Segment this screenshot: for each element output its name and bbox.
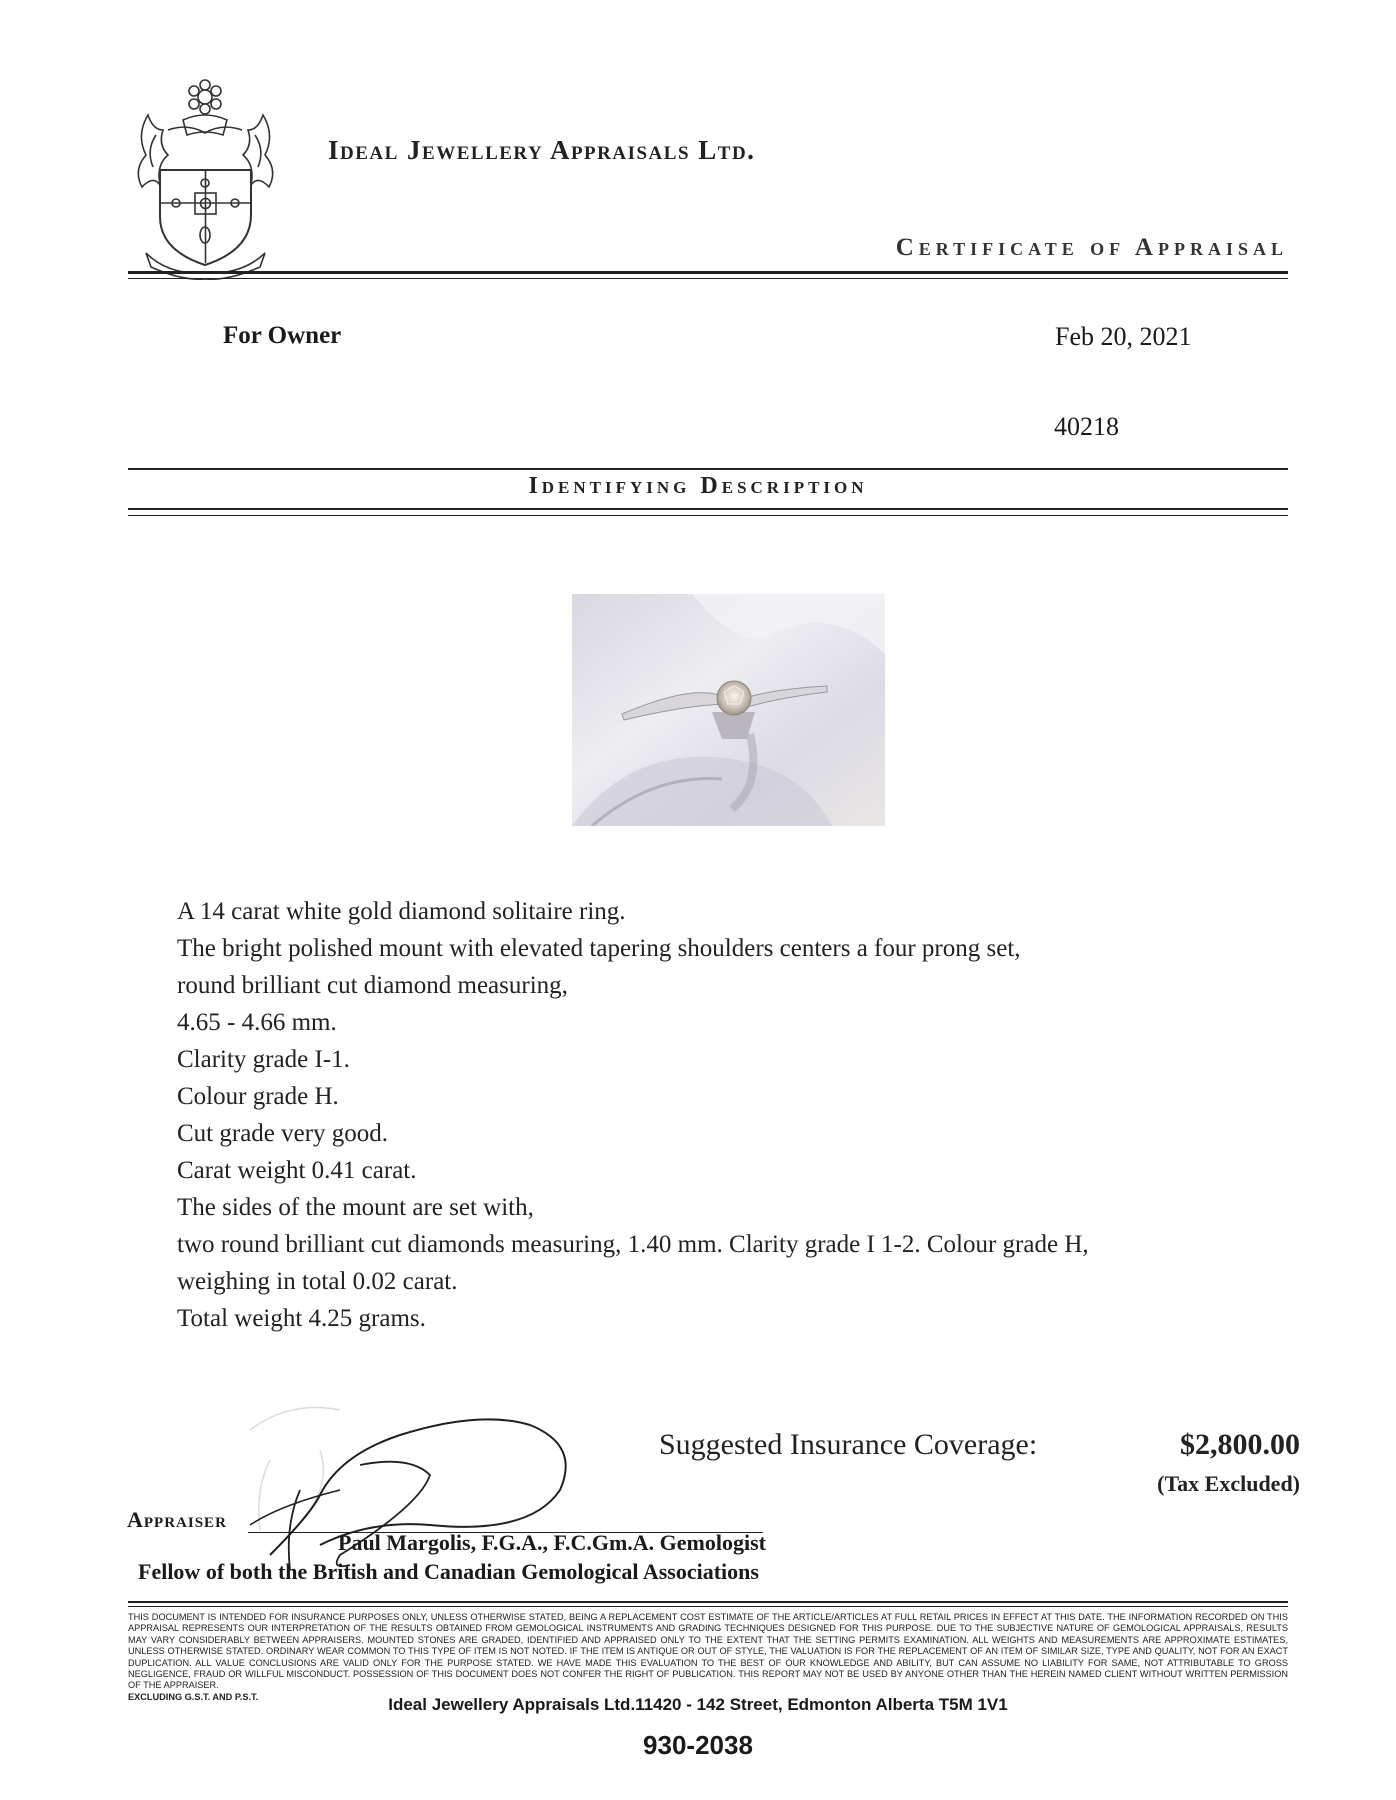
disclaimer-text: THIS DOCUMENT IS INTENDED FOR INSURANCE PURPOSES ONLY, UNLESS OTHERWISE STATED, BEING A REPLACEMENT COST ESTIMATE OF THE ARTICLE/ARTICLES AT FULL RETAIL PRICES IN EFFECT AT THIS DATE. THE INFORMATION RECORDED ON THIS APPRAISAL REPRESENTS OUR INTERPRETATION OF THE RESULTS OBTAINED FROM GEMOLOGICAL INSTRUMENTS AND GRADING TECHNIQUES DESIGNED FOR THIS PURPOSE. DUE TO THE SUBJECTIVE NATURE OF GEMOLOGICAL APPRAISALS, RESULTS MAY VARY CONSIDERABLY BETWEEN APPRAISERS. MOUNTED STONES ARE GRADED, IDENTIFIED AND APPRAISED ONLY TO THE EXTENT THAT THE SETTING PERMITS EXAMINATION. ALL WEIGHTS AND MEASUREMENTS ARE APPROXIMATE ESTIMATES, UNLESS OTHERWISE STATED. ORDINARY WEAR COMMON TO THIS TYPE OF ITEM IS NOT NOTED. IF THE ITEM IS ANTIQUE OR OUT OF STYLE, THE VALUATION IS FOR THE REPLACEMENT OF AN ITEM OF SIMILAR SIZE, TYPE AND QUALITY, NOT FOR AN EXACT DUPLICATION. ALL VALUE CONCLUSIONS ARE VALID ONLY FOR THE PURPOSE STATED. WE HAVE MADE THIS EVALUATION TO THE BEST OF OUR KNOWLEDGE AND ABILITY, BUT CAN ASSUME NO LIABILITY FOR SAME, NOT ATTRIBUTABLE TO GROSS NEGLIGENCE, FRAUD OR WILLFUL MISCONDUCT. POSSESSION OF THIS DOCUMENT DOES NOT CONFER THE RIGHT OF PUBLICATION. THIS REPORT MAY NOT BE USED BY ANYONE OTHER THAN THE HEREIN NAMED CLIENT WITHOUT WRITTEN PERMISSION OF THE APPRAISER. xyxy=(128,1612,1288,1691)
disclaimer-rule-thick xyxy=(128,1601,1288,1603)
certificate-title: Certificate of Appraisal xyxy=(895,234,1288,261)
description-line: Colour grade H. xyxy=(177,1083,339,1110)
footer-phone: 930-2038 xyxy=(643,1730,753,1760)
description-line: The bright polished mount with elevated tapering shoulders centers a four prong set, xyxy=(177,935,1021,962)
insurance-value: $2,800.00 xyxy=(1180,1428,1300,1461)
company-name: Ideal Jewellery Appraisals Ltd. xyxy=(328,135,756,165)
description-line: A 14 carat white gold diamond solitaire ring. xyxy=(177,898,626,925)
appraiser-fellowship: Fellow of both the British and Canadian Gemological Associations xyxy=(138,1559,759,1584)
header-rule-thick xyxy=(128,271,1288,274)
appraiser-label: Appraiser xyxy=(127,1507,227,1532)
footer-address: Ideal Jewellery Appraisals Ltd.11420 - 142 Street, Edmonton Alberta T5M 1V1 xyxy=(388,1695,1008,1714)
ring-photo xyxy=(572,594,885,826)
description-line: The sides of the mount are set with, xyxy=(177,1194,534,1221)
legal-disclaimer xyxy=(128,1612,1288,1703)
section-title: Identifying Description xyxy=(528,473,868,499)
tax-exclusion-note: EXCLUDING G.S.T. AND P.S.T. xyxy=(128,1691,259,1702)
coat-of-arms-logo xyxy=(128,75,283,280)
appraiser-signature xyxy=(230,1395,630,1585)
section-rule-bottom-thick xyxy=(128,508,1288,510)
tax-note: (Tax Excluded) xyxy=(1157,1471,1300,1496)
disclaimer-rule-thin xyxy=(128,1606,1288,1607)
description-line: round brilliant cut diamond measuring, xyxy=(177,972,568,999)
description-line: Total weight 4.25 grams. xyxy=(177,1305,426,1332)
appraiser-name: Paul Margolis, F.G.A., F.C.Gm.A. Gemologist xyxy=(338,1530,766,1555)
description-line: 4.65 - 4.66 mm. xyxy=(177,1009,337,1036)
description-line: Cut grade very good. xyxy=(177,1120,389,1147)
insurance-label: Suggested Insurance Coverage: xyxy=(659,1428,1038,1461)
header-rule-thin xyxy=(128,278,1288,279)
description-line: Carat weight 0.41 carat. xyxy=(177,1157,417,1184)
description-line: weighing in total 0.02 carat. xyxy=(177,1268,458,1295)
appraisal-date: Feb 20, 2021 xyxy=(1055,322,1192,351)
section-rule-bottom-thin xyxy=(128,515,1288,516)
description-line: Clarity grade I-1. xyxy=(177,1046,350,1073)
owner-label: For Owner xyxy=(223,322,342,349)
section-rule-top xyxy=(128,468,1288,470)
reference-number: 40218 xyxy=(1054,412,1119,441)
description-line: two round brilliant cut diamonds measuring, 1.40 mm. Clarity grade I 1-2. Colour grade H, xyxy=(177,1231,1089,1258)
item-description xyxy=(177,893,1089,1337)
